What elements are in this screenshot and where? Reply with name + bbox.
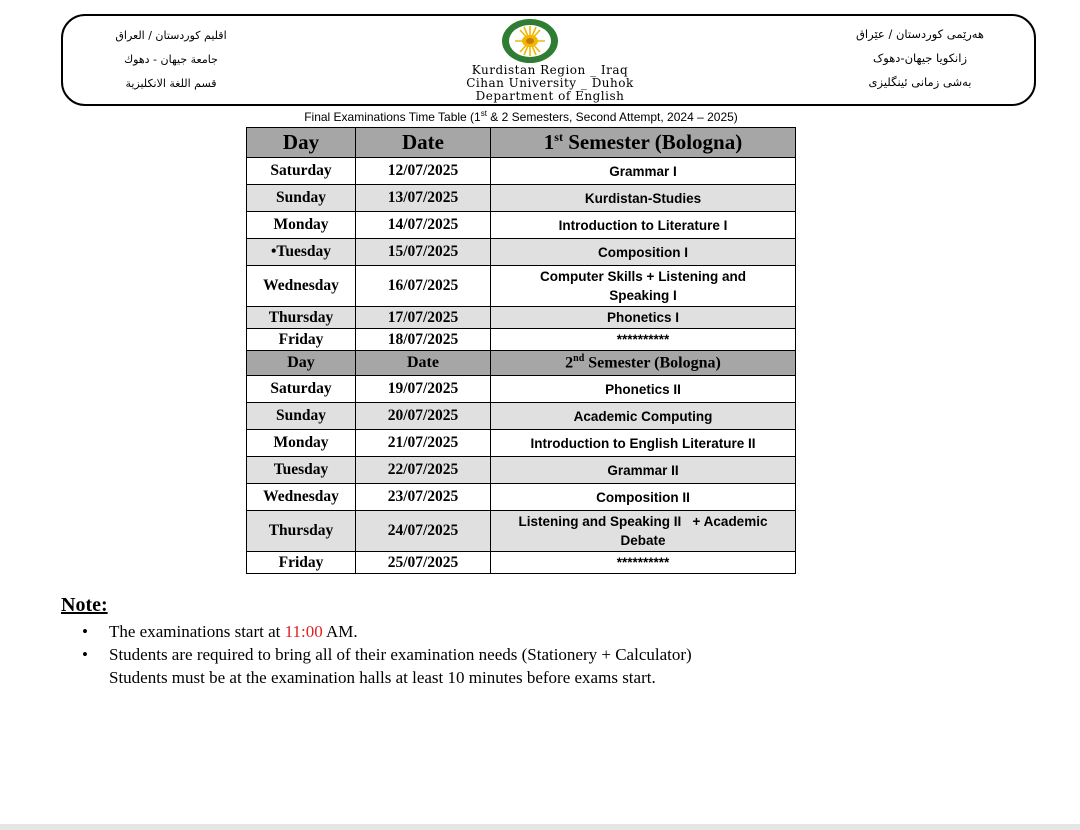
letterhead-kurdish-line: بەشی زمانی ئینگلیزی [868, 75, 972, 89]
letterhead-arabic [96, 24, 246, 96]
notes-list [82, 620, 802, 689]
letterhead-arabic-line: قسم اللغة الانكليزية [125, 77, 217, 90]
day-cell: Thursday [247, 307, 356, 329]
day-cell: Monday [247, 212, 356, 239]
subject-cell: ********** [491, 329, 796, 351]
letterhead-english-line: Department of English [475, 89, 625, 103]
table-row [247, 212, 796, 239]
subject-cell: Academic Computing [491, 403, 796, 430]
semester2-sup: nd [573, 353, 585, 365]
subject-cell: Composition II [491, 484, 796, 511]
table-row [247, 158, 796, 185]
note-text: AM. [322, 622, 358, 641]
letterhead-kurdish-line: زانکویا جیهان-دهوک [873, 51, 967, 65]
date-cell: 13/07/2025 [356, 185, 491, 212]
table-row [247, 266, 796, 307]
letterhead-arabic-line: جامعة جيهان - دهوك [124, 53, 218, 66]
note-text: The examinations start at [109, 622, 285, 641]
subject-cell: Computer Skills + Listening and Speaking I [491, 266, 796, 307]
semester1-sup: st [554, 130, 563, 144]
table-row [247, 484, 796, 511]
subject-cell: Introduction to English Literature II [491, 430, 796, 457]
subject-cell: Listening and Speaking II + Academic Debate [491, 511, 796, 552]
caption-prefix: Final Examinations Time Table (1 [304, 110, 481, 124]
table-row [247, 403, 796, 430]
date-cell: 21/07/2025 [356, 430, 491, 457]
page-bottom-edge [0, 824, 1080, 830]
subject-cell: ********** [491, 552, 796, 574]
day-header: Day [247, 351, 356, 376]
letterhead-english-line: Cihan University _ Duhok [466, 76, 634, 90]
date-cell: 16/07/2025 [356, 266, 491, 307]
day-cell: Friday [247, 552, 356, 574]
day-cell: Wednesday [247, 484, 356, 511]
table-row [247, 511, 796, 552]
list-item [82, 643, 802, 666]
subject-cell: Grammar I [491, 158, 796, 185]
date-cell: 23/07/2025 [356, 484, 491, 511]
semester1-title: Semester (Bologna) [562, 130, 743, 154]
table-row [247, 239, 796, 266]
date-header: Date [356, 351, 491, 376]
letterhead-kurdish [820, 22, 1020, 94]
table-row [247, 376, 796, 403]
date-cell: 18/07/2025 [356, 329, 491, 351]
date-cell: 25/07/2025 [356, 552, 491, 574]
university-seal-icon [501, 18, 559, 64]
bullet-icon: • [82, 645, 88, 664]
semester2-header [491, 351, 796, 376]
date-cell: 19/07/2025 [356, 376, 491, 403]
timetable-caption [246, 109, 796, 124]
letterhead-english [420, 64, 680, 103]
day-cell: Saturday [247, 376, 356, 403]
note-heading: Note: [61, 594, 108, 616]
semester2-title: Semester (Bologna) [584, 354, 721, 372]
bullet-icon: • [82, 622, 88, 641]
subject-cell: Introduction to Literature I [491, 212, 796, 239]
table-row [247, 329, 796, 351]
table-row [247, 457, 796, 484]
date-cell: 12/07/2025 [356, 158, 491, 185]
date-cell: 24/07/2025 [356, 511, 491, 552]
table-row [247, 552, 796, 574]
subject-cell: Composition I [491, 239, 796, 266]
letterhead-arabic-line: اقليم كوردستان / العراق [115, 29, 227, 42]
note-text: Students must be at the examination halls at least 10 minutes before exams start. [109, 668, 656, 687]
semester2-num: 2 [565, 354, 574, 372]
letterhead-english-line: Kurdistan Region _ Iraq [471, 63, 629, 77]
subject-cell: Phonetics I [491, 307, 796, 329]
semester2-header-row [247, 351, 796, 376]
semester1-header-row [247, 128, 796, 158]
day-header: Day [247, 128, 356, 158]
semester1-num: 1 [543, 130, 555, 154]
date-header: Date [356, 128, 491, 158]
table-row [247, 185, 796, 212]
day-cell: Sunday [247, 403, 356, 430]
caption-rest: & 2 Semesters, Second Attempt, 2024 – 2025) [486, 110, 738, 124]
day-cell: Wednesday [247, 266, 356, 307]
day-cell: Monday [247, 430, 356, 457]
date-cell: 22/07/2025 [356, 457, 491, 484]
table-row [247, 430, 796, 457]
exam-timetable [246, 127, 796, 574]
semester1-header [491, 128, 796, 158]
table-row [247, 307, 796, 329]
day-cell: •Tuesday [247, 239, 356, 266]
subject-cell: Kurdistan-Studies [491, 185, 796, 212]
letterhead-kurdish-line: هەرێمی کوردستان / عێراق [856, 27, 984, 41]
date-cell: 20/07/2025 [356, 403, 491, 430]
day-cell: Saturday [247, 158, 356, 185]
subject-cell: Grammar II [491, 457, 796, 484]
list-item [82, 666, 802, 689]
day-cell: Tuesday [247, 457, 356, 484]
day-cell: Thursday [247, 511, 356, 552]
date-cell: 17/07/2025 [356, 307, 491, 329]
date-cell: 15/07/2025 [356, 239, 491, 266]
day-cell: Friday [247, 329, 356, 351]
subject-cell: Phonetics II [491, 376, 796, 403]
list-item [82, 620, 802, 643]
exam-start-time: 11:00 [284, 622, 323, 641]
note-text: Students are required to bring all of their examination needs (Stationery + Calculator) [109, 645, 692, 664]
date-cell: 14/07/2025 [356, 212, 491, 239]
day-cell: Sunday [247, 185, 356, 212]
caption-sup: st [480, 109, 487, 118]
